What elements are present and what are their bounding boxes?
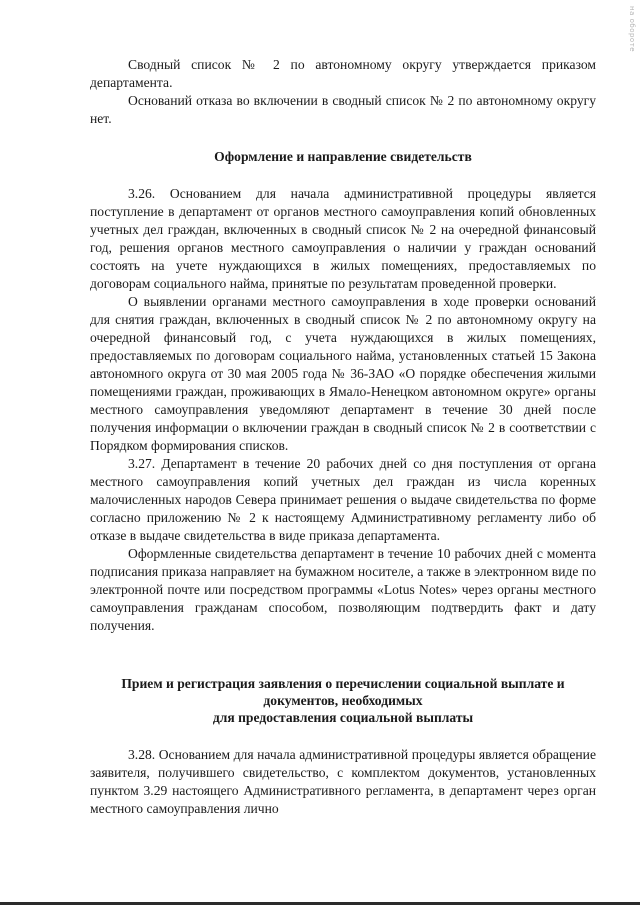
margin-stamp: на обороте bbox=[628, 6, 636, 53]
paragraph-detection: О выявлении органами местного самоуправления в ходе проверки оснований для снятия граждан, включенных в сводный список № 2 по автономному округу на очередной финансовый год, с учета нуждающихся в жилых помещениях, предоставляемых по договорам социального найма, установленных статьей 15 Закона автономного округа от 30 мая 2005 года № 36-ЗАО «О порядке обеспечения жилыми помещениями граждан, проживающих в Ямало-Ненецком автономном округе» органы местного самоуправления уведомляют департамент в течение 30 дней после получения информации о включении граждан в сводный список № 2 в соответствии с Порядком формирования списков. bbox=[90, 294, 596, 453]
paragraph-issued-certificates: Оформленные свидетельства департамент в течение 10 рабочих дней с момента подписания приказа направляет на бумажном носителе, а также в электронном виде по электронной почте или посредством программы «Lotus Notes» через органы местного самоуправления гражданам способом, позволяющим подтвердить факт и дату получения. bbox=[90, 546, 596, 633]
paragraph-3-27: 3.27. Департамент в течение 20 рабочих дней со дня поступления от органа местного самоуправления копий учетных дел граждан из числа коренных малочисленных народов Севера принимает решения о выдаче свидетельства по форме согласно приложению № 2 к настоящему Административному регламенту либо об отказе в выдаче свидетельства в виде приказа департамента. bbox=[90, 456, 596, 543]
heading-line: для предоставления социальной выплаты bbox=[212, 710, 474, 725]
paragraph-no-refusal: Оснований отказа во включении в сводный список № 2 по автономному округу нет. bbox=[90, 93, 596, 126]
paragraph-summary-list: Сводный список № 2 по автономному округу утверждается приказом департамента. bbox=[90, 57, 596, 90]
paragraph-3-28: 3.28. Основанием для начала административной процедуры является обращение заявителя, получившего свидетельство, с комплектом документов, установленных пунктом 3.29 настоящего Административного регламента, в департамент через орган местного самоуправления лично bbox=[90, 747, 596, 816]
section-heading-certificates: Оформление и направление свидетельств bbox=[214, 149, 472, 164]
section-heading-application bbox=[90, 675, 596, 726]
document-page bbox=[90, 56, 596, 818]
heading-line: документов, необходимых bbox=[263, 693, 423, 708]
heading-line: Прием и регистрация заявления о перечислении социальной выплате и bbox=[121, 676, 565, 691]
paragraph-3-26: 3.26. Основанием для начала административной процедуры является поступление в департамент от органов местного самоуправления копий обновленных учетных дел граждан, включенных в сводный список № 2 на очередной финансовый год, решения органов местного самоуправления о наличии у граждан оснований состоять на учете нуждающихся в жилых помещениях, предоставляемых по договорам социального найма, принятые по результатам проведенной проверки. bbox=[90, 186, 596, 291]
